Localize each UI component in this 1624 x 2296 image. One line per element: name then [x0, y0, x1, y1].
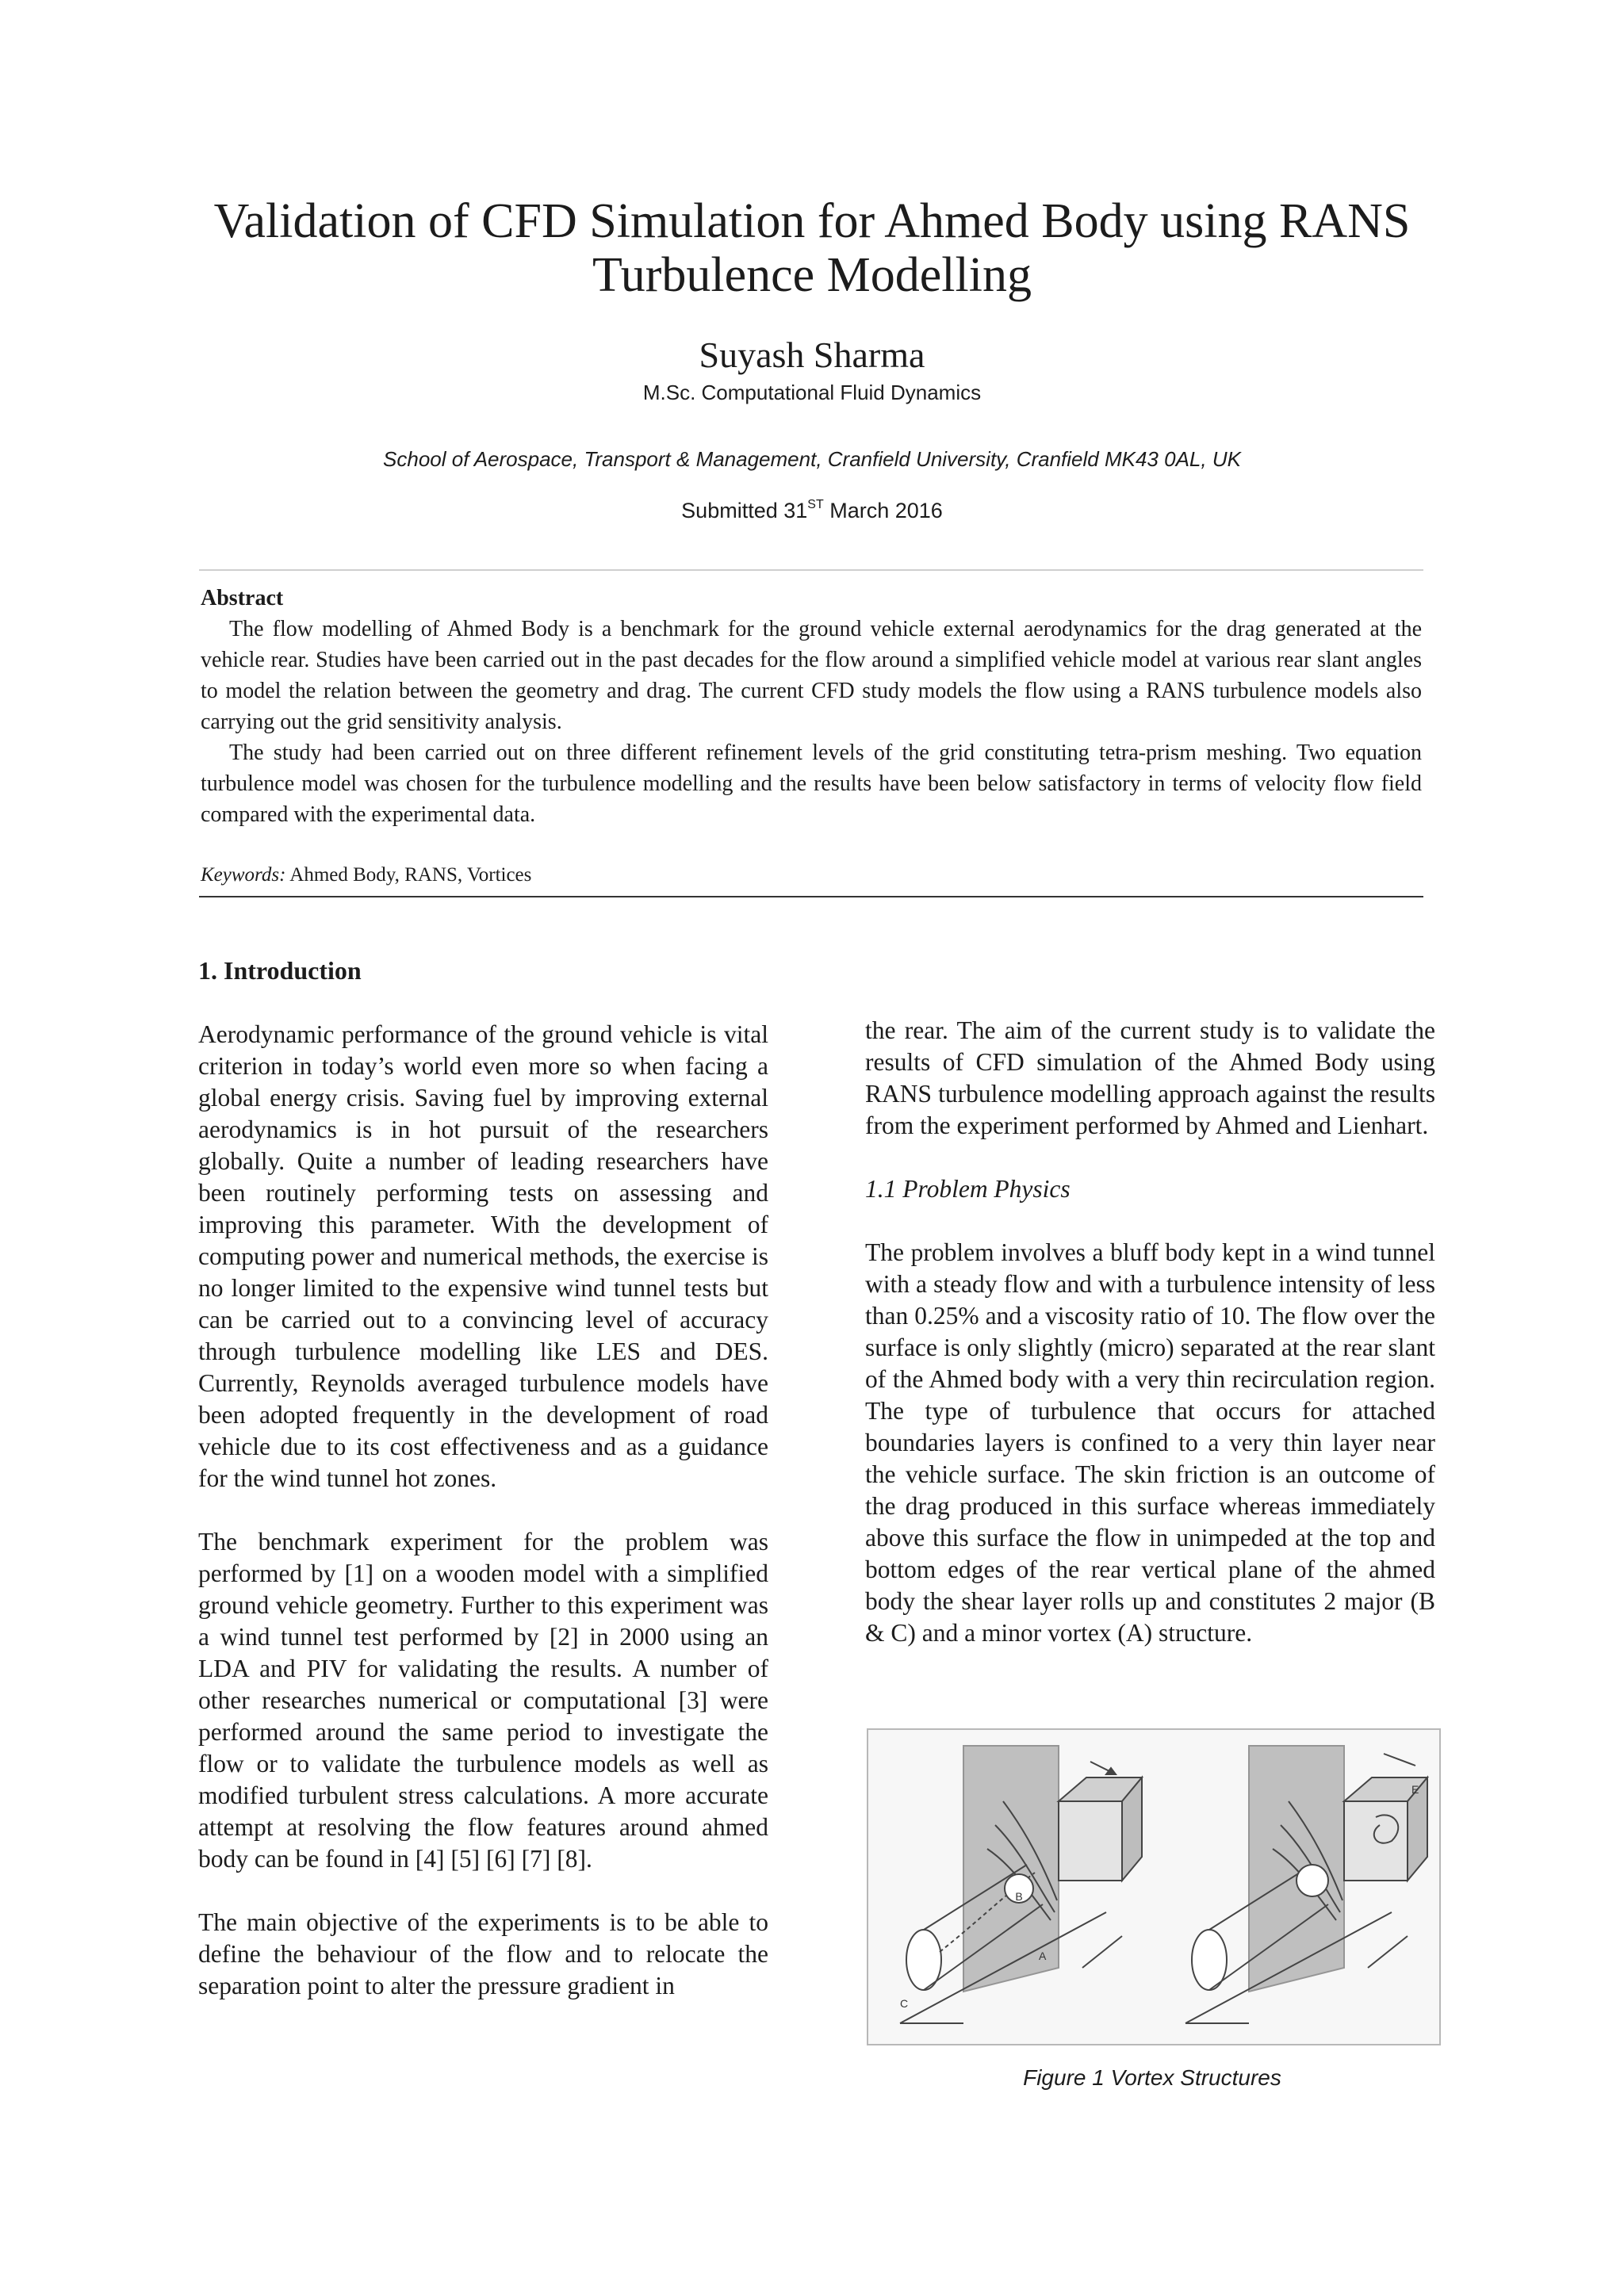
vortex-diagram	[868, 1730, 1439, 2044]
submitted-sup: ST	[807, 498, 824, 511]
right-vortex-panel	[1185, 1746, 1427, 2023]
abstract-paragraph-1: The flow modelling of Ahmed Body is a benchmark for the ground vehicle external aerodynamics for the drag generated at the vehicle rear. Studies have been carried out in the past decades for the flow around a simplified vehicle model at various rear slant angles to model the relation between the geometry and drag. The current CFD study models the flow using a RANS turbulence models also carrying out the grid sensitivity analysis.	[201, 617, 1422, 734]
author-name: Suyash Sharma	[699, 335, 925, 375]
header-divider	[199, 569, 1423, 571]
keywords-line	[201, 863, 531, 888]
right-label-e: E	[1411, 1783, 1419, 1796]
title-line-2: Turbulence Modelling	[592, 248, 1032, 302]
abstract-paragraph-2: The study had been carried out on three different refinement levels of the grid constituting tetra-prism meshing. Two equation turbulence model was chosen for the turbulence modelling and the results have been below satisfactory in terms of velocity flow field compared with the experimental data.	[201, 740, 1422, 827]
paper-title	[0, 194, 1624, 302]
abstract-heading: Abstract	[201, 586, 284, 610]
author-degree: M.Sc. Computational Fluid Dynamics	[642, 381, 982, 404]
intro-paragraph-2: The benchmark experiment for the problem was performed by [1] on a wooden model with a simplified ground vehicle geometry. Further to this experiment was a wind tunnel test performed by [2] in 2000 using an LDA and PIV for validating the results. A number of other researches numerical or computational [3] were performed around the same period to investigate the flow or to validate the turbulence models as well as modified turbulent stress calculations. A more accurate attempt at resolving the flow features around ahmed body can be found in [4] [5] [6] [7] [8].	[198, 1528, 768, 1873]
right-column	[865, 1015, 1435, 1681]
left-vortex-panel	[900, 1746, 1142, 2023]
affiliation: School of Aerospace, Transport & Management, Cranfield University, Cranfield MK43 0AL, UK	[383, 447, 1241, 471]
title-line-1: Validation of CFD Simulation for Ahmed Body using RANS	[213, 194, 1411, 248]
problem-physics-paragraph: The problem involves a bluff body kept in a wind tunnel with a steady flow and with a turbulence intensity of less than 0.25% and a viscosity ratio of 10. The flow over the surface is only slightly (micro) separated at the rear slant of the Ahmed body with a very thin recirculation region. The type of turbulence that occurs for attached boundaries layers is confined to a very thin layer near the vehicle surface. The skin friction is an outcome of the drag produced in this surface whereas immediately above this surface the flow in unimpeded at the top and bottom edges of the rear vertical plane of the ahmed body the shear layer rolls up and constitutes 2 major (B & C) and a minor vortex (A) structure.	[865, 1238, 1435, 1647]
submitted-suffix: March 2016	[823, 499, 943, 522]
intro-paragraph-3: The main objective of the experiments is to be able to define the behaviour of the flow and to relocate the separation point to alter the pressure gradient in	[198, 1908, 768, 1999]
abstract-divider	[199, 896, 1423, 897]
intro-paragraph-4: the rear. The aim of the current study is to validate the results of CFD simulation of the Ahmed Body using RANS turbulence modelling approach against the results from the experiment performed by Ahmed and Lienhart.	[865, 1016, 1435, 1139]
introduction-heading: 1. Introduction	[198, 956, 362, 985]
intro-paragraph-1: Aerodynamic performance of the ground vehicle is vital criterion in today’s world even more so when facing a global energy crisis. Saving fuel by improving external aerodynamics is in hot pursuit of the researchers globally. Quite a number of leading researchers have been routinely performing tests on assessing and improving this parameter. With the development of computing power and numerical methods, the exercise is no longer limited to the expensive wind tunnel tests but can be carried out to a convincing level of accuracy through turbulence modelling like LES and DES. Currently, Reynolds averaged turbulence models have been adopted frequently in the development of road vehicle due to its cost effectiveness and as a guidance for the wind tunnel hot zones.	[198, 1020, 768, 1492]
vortex-structures-figure	[867, 1728, 1441, 2045]
keywords-label: Keywords:	[201, 864, 286, 886]
left-label-c: C	[900, 1997, 909, 2010]
problem-physics-heading: 1.1 Problem Physics	[865, 1175, 1071, 1203]
submission-date	[0, 497, 1624, 524]
keywords-text: Ahmed Body, RANS, Vortices	[285, 864, 532, 886]
left-label-a: A	[1039, 1950, 1047, 1962]
abstract-section	[201, 583, 1422, 830]
left-column	[198, 1019, 768, 2034]
figure-caption: Figure 1 Vortex Structures	[1023, 2065, 1281, 2090]
submitted-prefix: Submitted 31	[681, 499, 808, 522]
left-label-b: B	[1015, 1890, 1023, 1903]
